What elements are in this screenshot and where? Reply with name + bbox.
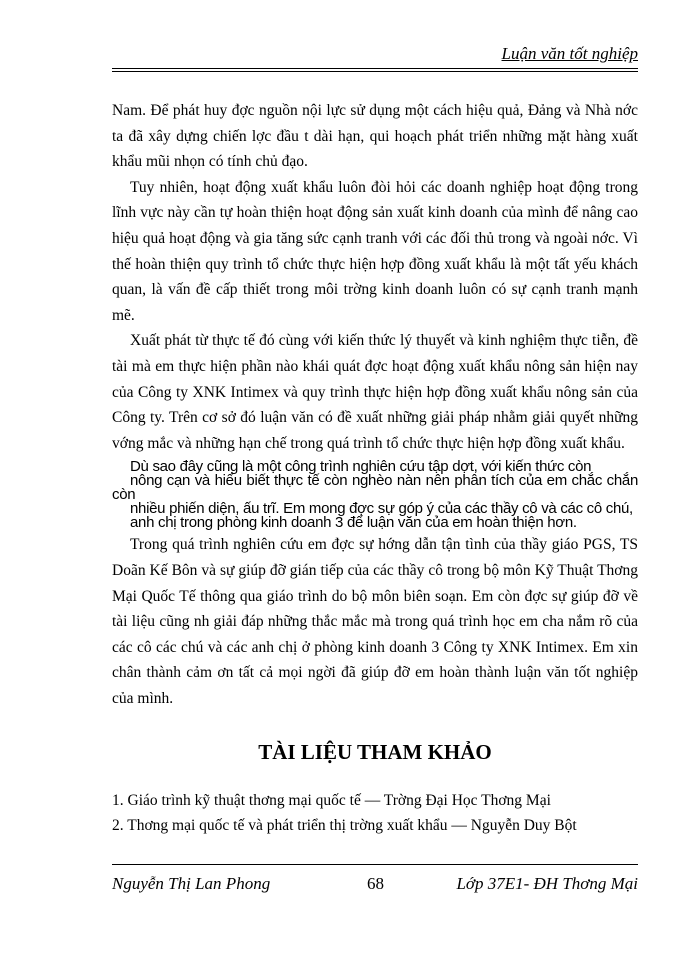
condensed-paragraph [112, 460, 638, 530]
footer-class: Lớp 37E1- ĐH Thơng Mại [456, 874, 638, 893]
condensed-line: nhiều phiến diện, ấu trĩ. Em mong đợc sự góp ý của các thầy cô và các cô chú, [130, 500, 633, 518]
condensed-line: nông cạn và hiểu biết thực tế còn nghèo nàn nên phân tích của em chắc chắn còn [112, 472, 638, 504]
condensed-line: Dù sao đây cũng là một công trình nghiên cứu tập dợt, với kiến thức còn [130, 458, 592, 476]
reference-item: 1. Giáo trình kỹ thuật thơng mại quốc tế — Trờng Đại Học Thơng Mại [112, 792, 551, 809]
body-text [112, 98, 638, 711]
page-number: 68 [367, 874, 384, 893]
paragraph: Tuy nhiên, hoạt động xuất khẩu luôn đòi hỏi các doanh nghiệp hoạt động trong lĩnh vực này cần tự hoàn thiện hoạt động sản xuất kinh doanh của mình để nâng cao hiệu quả hoạt động và gia tăng sức cạnh tranh với các đối thủ trong và ngoài nớc. Vì thế hoàn thiện quy trình tổ chức thực hiện hợp đồng xuất khẩu là một tất yếu khách quan, là vấn đề cấp thiết trong môi trờng kinh doanh luôn có sự cạnh tranh mạnh mẽ. [112, 178, 638, 324]
references-list [112, 788, 638, 838]
footer-author: Nguyễn Thị Lan Phong [112, 874, 271, 893]
references-title: TÀI LIỆU THAM KHẢO [258, 740, 492, 764]
closing-paragraph: Trong quá trình nghiên cứu em đợc sự hớng dẫn tận tình của thầy giáo PGS, TS Doãn Kế Bôn và sự giúp đỡ gián tiếp của các thầy cô trong bộ môn Kỹ Thuật Thơng Mại Quốc Tế thông qua giáo trình do bộ môn biên soạn. Em còn đợc sự giúp đỡ về tài liệu cũng nh giải đáp những thắc mắc mà trong quá trình học em cha nắm rõ của các cô các chú và các anh chị ở phòng kinh doanh 3 Công ty XNK Intimex. Em xin chân thành cảm ơn tất cả mọi ngời đã giúp đỡ em hoàn thành luận văn tốt nghiệp của mình. [112, 536, 638, 707]
running-header: Luận văn tốt nghiệp [501, 44, 638, 63]
footer-rule [112, 864, 638, 865]
header-rule [112, 68, 638, 72]
paragraph: Xuất phát từ thực tế đó cùng với kiến thức lý thuyết và kinh nghiệm thực tiễn, đề tài mà em thực hiện phần nào khái quát đợc hoạt động xuất khẩu nông sản hiện nay của Công ty XNK Intimex và quy trình thực hiện hợp đồng xuất khẩu nông sản của Công ty. Trên cơ sở đó luận văn có đề xuất những giải pháp nhằm giải quyết những vớng mắc và những hạn chế trong quá trình tổ chức thực hiện hợp đồng xuất khẩu. [112, 332, 638, 452]
condensed-line: anh chị trong phòng kinh doanh 3 để luận văn của em hoàn thiện hơn. [130, 514, 577, 532]
paragraph: Nam. Để phát huy đợc nguồn nội lực sử dụng một cách hiệu quả, Đảng và Nhà nớc ta đã xây dựng chiến lợc đầu t dài hạn, qui hoạch phát triển những mặt hàng xuất khẩu mũi nhọn có tính chủ đạo. [112, 102, 638, 171]
reference-item: 2. Thơng mại quốc tế và phát triển thị trờng xuất khẩu — Nguyễn Duy Bột [112, 817, 577, 834]
